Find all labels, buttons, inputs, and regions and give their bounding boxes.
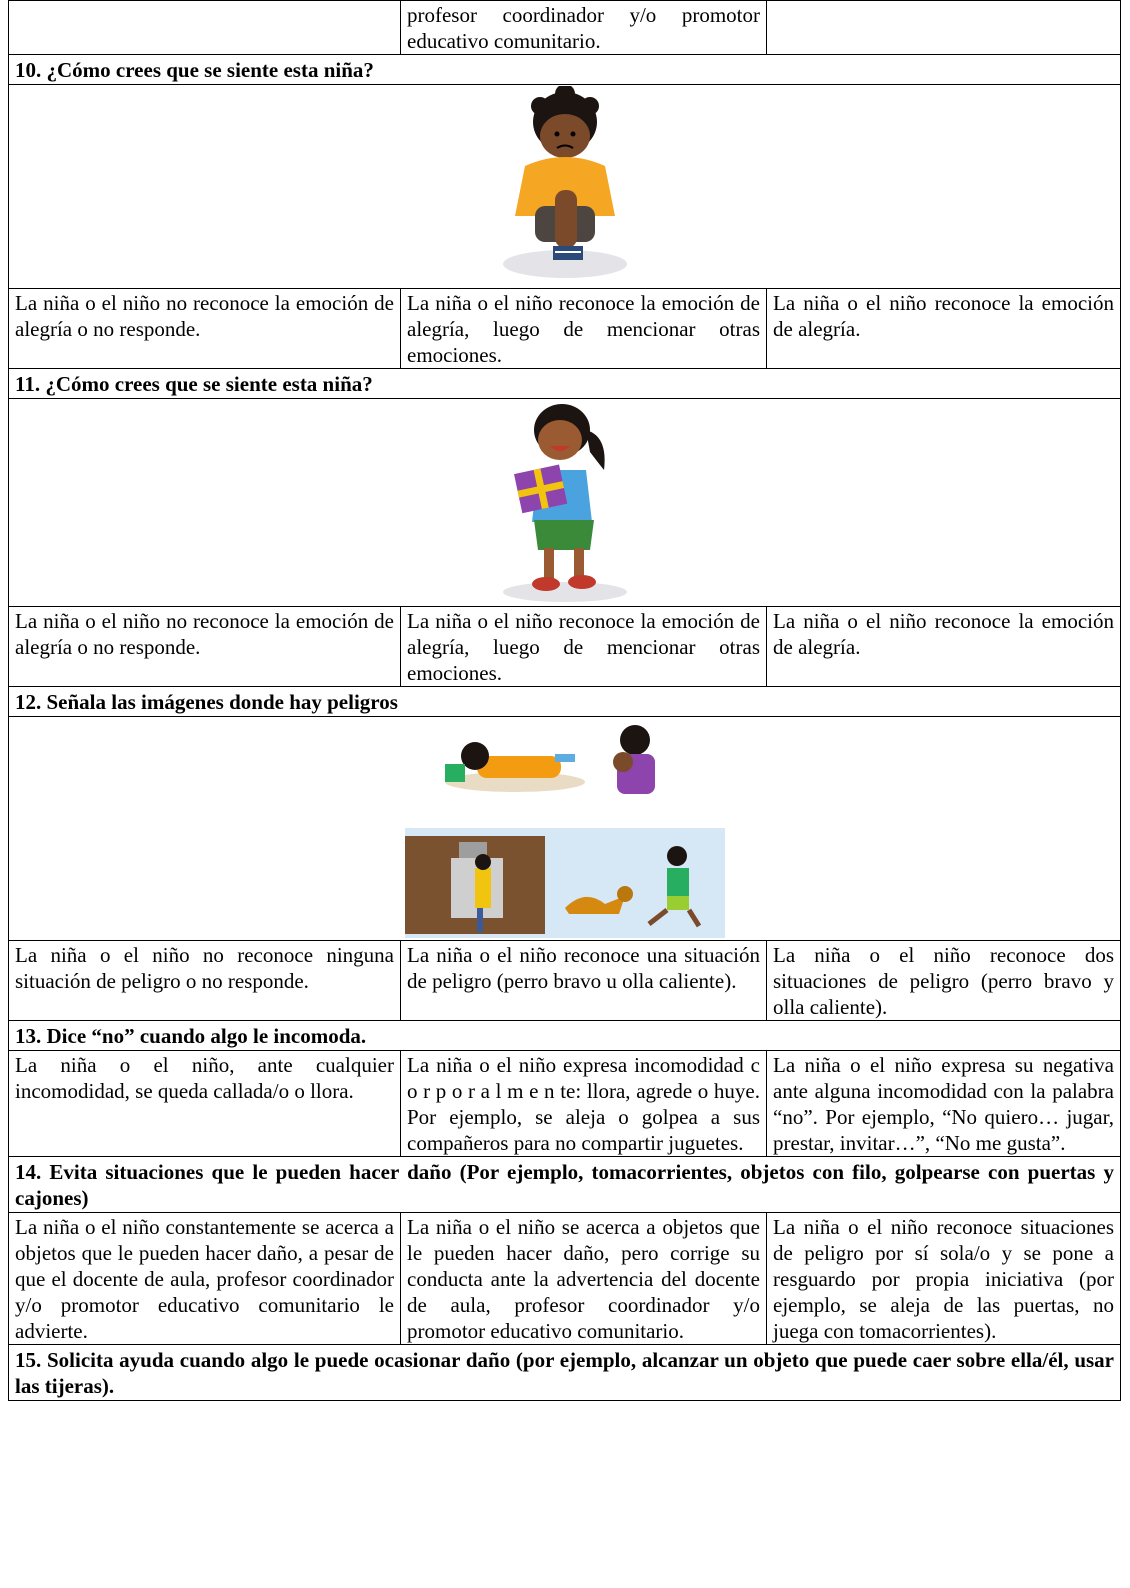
rubric-cell-level-3 <box>767 1 1121 55</box>
question-row <box>9 687 1121 717</box>
rubric-cell-level-3: La niña o el niño reconoce dos situaciones de peligro (perro bravo y olla caliente). <box>767 941 1121 1021</box>
question-12-heading: 12. Señala las imágenes donde hay peligros <box>9 687 1121 717</box>
danger-situations-illustration <box>405 718 725 938</box>
question-row <box>9 1021 1121 1051</box>
illustration-row <box>9 399 1121 607</box>
table-row <box>9 1213 1121 1345</box>
rubric-cell-level-3: La niña o el niño reconoce situaciones de peligro por sí sola/o y se pone a resguardo por propia iniciativa (por ejemplo, se aleja de las puertas, no juega con tomacorrientes). <box>767 1213 1121 1345</box>
table-row <box>9 607 1121 687</box>
rubric-cell-level-1: La niña o el niño no reconoce la emoción de alegría o no responde. <box>9 607 401 687</box>
rubric-cell-level-1: La niña o el niño no reconoce la emoción de alegría o no responde. <box>9 289 401 369</box>
sad-child-sitting-illustration <box>495 86 635 286</box>
rubric-cell-level-1: La niña o el niño no reconoce ninguna situación de peligro o no responde. <box>9 941 401 1021</box>
evaluation-rubric-table <box>8 0 1121 1401</box>
rubric-cell-level-2: La niña o el niño reconoce la emoción de alegría, luego de mencionar otras emociones. <box>401 289 767 369</box>
rubric-cell-level-3: La niña o el niño expresa su negativa ante alguna incomodidad con la palabra “no”. Por ejemplo, “No quiero… jugar, prestar, invitar…”, “No me gusta”. <box>767 1051 1121 1157</box>
question-14-heading: 14. Evita situaciones que le pueden hacer daño (Por ejemplo, tomacorrientes, objetos con filo, golpearse con puertas y cajones) <box>9 1157 1121 1213</box>
rubric-cell-level-1 <box>9 1 401 55</box>
question-15-heading: 15. Solicita ayuda cuando algo le puede ocasionar daño (por ejemplo, alcanzar un objeto que puede caer sobre ella/él, usar las tijeras). <box>9 1345 1121 1401</box>
rubric-cell-level-1: La niña o el niño, ante cualquier incomodidad, se queda callada/o o llora. <box>9 1051 401 1157</box>
rubric-cell-level-3: La niña o el niño reconoce la emoción de alegría. <box>767 607 1121 687</box>
happy-girl-with-gift-illustration <box>490 400 640 604</box>
illustration-cell <box>9 717 1121 941</box>
rubric-cell-level-2: La niña o el niño se acerca a objetos que le pueden hacer daño, pero corrige su conducta ante la advertencia del docente de aula, profesor coordinador y/o promotor educativo comunitario. <box>401 1213 767 1345</box>
table-row <box>9 289 1121 369</box>
illustration-row <box>9 717 1121 941</box>
question-row <box>9 1345 1121 1401</box>
question-row <box>9 1157 1121 1213</box>
table-row <box>9 1 1121 55</box>
question-13-heading: 13. Dice “no” cuando algo le incomoda. <box>9 1021 1121 1051</box>
rubric-cell-level-2: La niña o el niño expresa incomodidad c o r p o r a l m e n te: llora, agrede o huye. Por ejemplo, se aleja o golpea a sus compañeros para no compartir juguetes. <box>401 1051 767 1157</box>
table-row <box>9 1051 1121 1157</box>
rubric-cell-level-3: La niña o el niño reconoce la emoción de alegría. <box>767 289 1121 369</box>
rubric-cell-level-2: La niña o el niño reconoce la emoción de alegría, luego de mencionar otras emociones. <box>401 607 767 687</box>
rubric-cell-level-1: La niña o el niño constantemente se acerca a objetos que le pueden hacer daño, a pesar de que el docente de aula, profesor coordinador y/o promotor educativo comunitario le advierte. <box>9 1213 401 1345</box>
illustration-cell <box>9 85 1121 289</box>
question-11-heading: 11. ¿Cómo crees que se siente esta niña? <box>9 369 1121 399</box>
question-10-heading: 10. ¿Cómo crees que se siente esta niña? <box>9 55 1121 85</box>
question-row <box>9 369 1121 399</box>
rubric-cell-level-2: profesor coordinador y/o promotor educativo comunitario. <box>401 1 767 55</box>
illustration-row <box>9 85 1121 289</box>
rubric-cell-level-2: La niña o el niño reconoce una situación de peligro (perro bravo u olla caliente). <box>401 941 767 1021</box>
illustration-cell <box>9 399 1121 607</box>
table-row <box>9 941 1121 1021</box>
question-row <box>9 55 1121 85</box>
